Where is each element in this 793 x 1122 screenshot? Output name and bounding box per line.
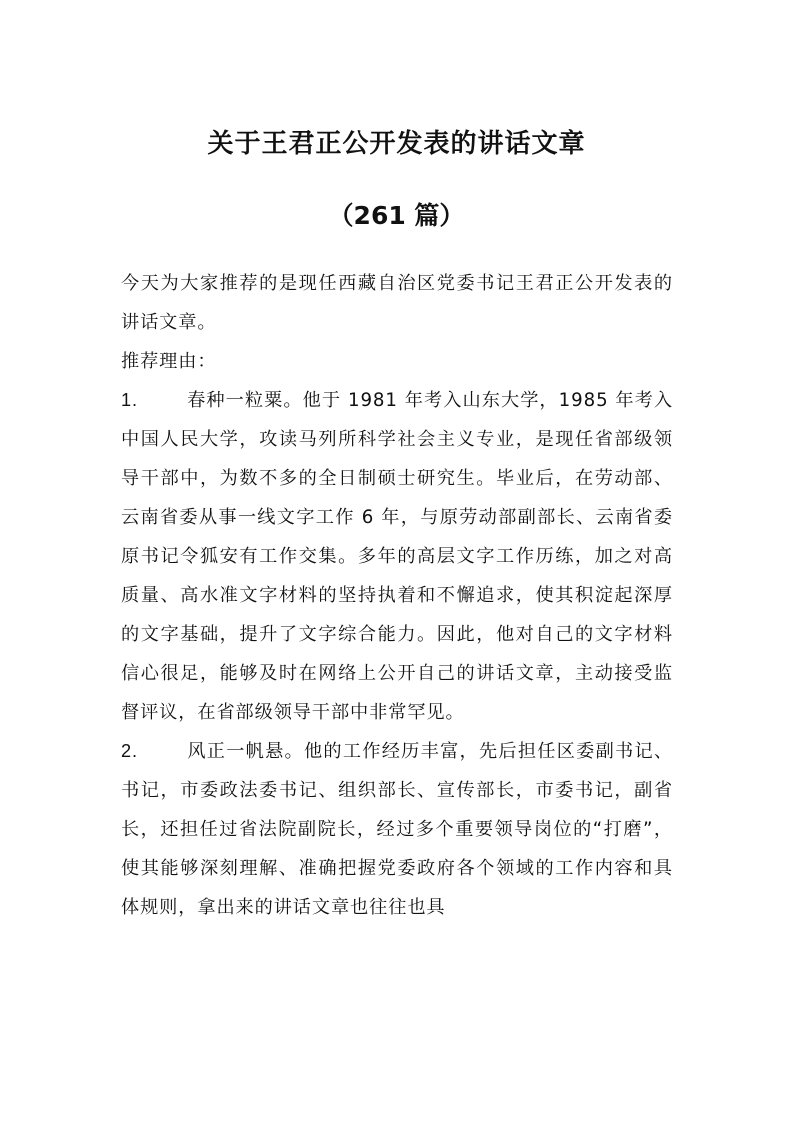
reasons-heading: 推荐理由： xyxy=(121,351,217,372)
document-body xyxy=(121,264,673,927)
list-item-text: 春种一粒粟。他于 1981 年考入山东大学，1985 年考入中国人民大学，攻读马列所科学社会主义专业，是现任省部级领导干部中，为数不多的全日制硕士研究生。毕业后，在劳动部、云南省委从事一线文字工作 6 年，与原劳动部副部长、云南省委原书记令狐安有工作交集。多年的高层文字工作历练，加之对高质量、高水准文字材料的坚持执着和不懈追求，使其积淀起深厚的文字基础，提升了文字综合能力。因此，他对自己的文字材料信心很足，能够及时在网络上公开自己的讲话文章，主动接受监督评议，在省部级领导干部中非常罕见。 xyxy=(121,390,673,723)
list-item-number: 2. xyxy=(121,741,138,761)
document-title: 关于王君正公开发表的讲话文章 xyxy=(207,129,586,159)
document-subtitle: （261 篇） xyxy=(328,201,465,230)
intro-paragraph: 今天为大家推荐的是现任西藏自治区党委书记王君正公开发表的讲话文章。 xyxy=(121,273,673,333)
list-item xyxy=(121,381,673,732)
list-item xyxy=(121,732,673,927)
list-item-text: 风正一帆悬。他的工作经历丰富，先后担任区委副书记、书记，市委政法委书记、组织部长、宣传部长，市委书记，副省长，还担任过省法院副院长，经过多个重要领导岗位的“打磨”，使其能够深刻理解、准确把握党委政府各个领域的工作内容和具体规则，拿出来的讲话文章也往往也具 xyxy=(121,741,673,918)
list-item-number: 1. xyxy=(121,390,138,410)
